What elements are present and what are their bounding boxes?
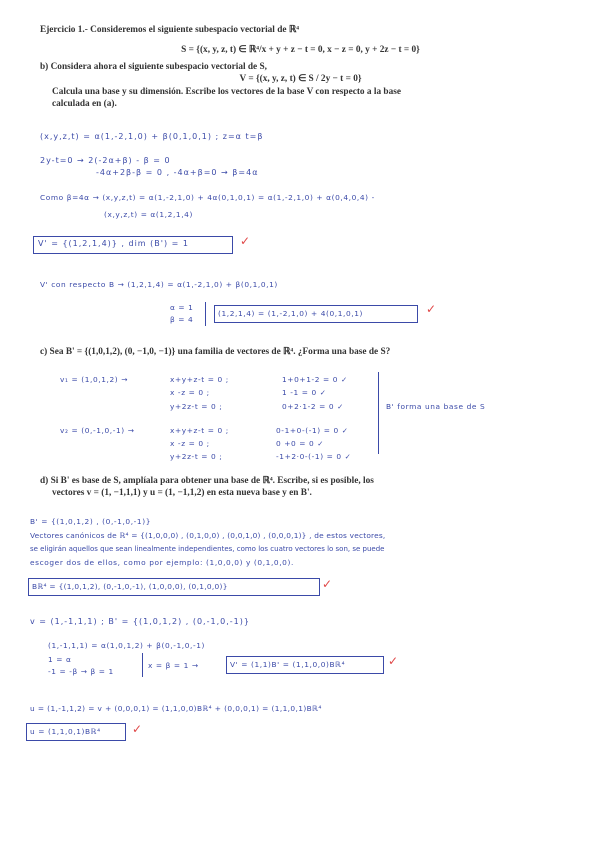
part-d-solution-line-2: Vectores canónicos de ℝ⁴ = {(1,0,0,0) , (0,1,0,0) , (0,0,1,0) , (0,0,0,1)} , de estos vectores,: [30, 531, 386, 540]
check-mark-icon: ✓: [388, 654, 399, 668]
v1-equation-1: x+y+z-t = 0 ;: [170, 375, 229, 384]
v1-check-3: 0+2·1-2 = 0 ✓: [282, 402, 344, 411]
part-b-solution-line-3: -4α+2β-β = 0 , -4α+β=0 → β=4α: [96, 168, 259, 177]
part-d-solution-line-9: x = β = 1 →: [148, 661, 199, 670]
v2-check-3: -1+2·0-(-1) = 0 ✓: [276, 452, 352, 461]
part-d-statement-line-2: vectores v = (1, −1,1,1) y u = (1, −1,1,2) en esta nueva base y en B'.: [52, 488, 312, 498]
v1-label: v₁ = (1,0,1,2) →: [60, 375, 128, 384]
conclusion-brace: [378, 372, 379, 454]
part-b-solution-line-4: Como β=4α → (x,y,z,t) = α(1,-2,1,0) + 4α(0,1,0,1) = α(1,-2,1,0) + α(0,4,0,4) -: [40, 193, 375, 202]
part-d-solution-line-6: (1,-1,1,1) = α(1,0,1,2) + β(0,-1,0,-1): [48, 641, 206, 650]
check-mark-icon: ✓: [322, 577, 333, 591]
part-d-solution-line-1: B' = {(1,0,1,2) , (0,-1,0,-1)}: [30, 517, 152, 526]
part-b-task-line-1: Calcula una base y su dimensión. Escribe los vectores de la base V con respecto a la base: [52, 87, 401, 97]
part-c-conclusion: B' forma una base de S: [386, 402, 486, 411]
extended-basis-answer: Bℝ⁴ = {(1,0,1,2), (0,-1,0,-1), (1,0,0,0), (0,1,0,0)}: [32, 582, 228, 591]
part-d-solution-line-10: u = (1,-1,1,2) = v + (0,0,0,1) = (1,1,0,0)Bℝ⁴ + (0,0,0,1) = (1,1,0,1)Bℝ⁴: [30, 704, 322, 713]
v2-equation-2: x -z = 0 ;: [170, 439, 210, 448]
alpha-beta-brace: [205, 302, 206, 326]
exercise-heading: [40, 24, 299, 35]
part-b-solution-line-1: (x,y,z,t) = α(1,-2,1,0) + β(0,1,0,1) ; z=α t=β: [40, 132, 264, 141]
exercise-title: Ejercicio 1.-: [40, 25, 88, 35]
v2-check-1: 0-1+0-(-1) = 0 ✓: [276, 426, 349, 435]
coordinates-answer: (1,2,1,4) = (1,-2,1,0) + 4(0,1,0,1): [218, 309, 364, 318]
part-d-solution-line-5: v = (1,-1,1,1) ; B' = {(1,0,1,2) , (0,-1,0,-1)}: [30, 617, 250, 626]
subspace-V-definition: V = {(x, y, z, t) ∈ S / 2y − t = 0}: [239, 74, 362, 84]
part-b-solution-line-2: 2y-t=0 → 2(-2α+β) - β = 0: [40, 156, 171, 165]
check-mark-icon: ✓: [240, 234, 251, 248]
part-d-solution-line-7: 1 = α: [48, 655, 72, 664]
part-d-statement-line-1: d) Si B' es base de S, amplíala para obtener una base de ℝ⁴. Escribe, si es posible, los: [40, 476, 374, 486]
part-b-statement: b) Considera ahora el siguiente subespacio vectorial de S,: [40, 62, 267, 72]
v1-check-2: 1 -1 = 0 ✓: [282, 388, 327, 397]
v2-label: v₂ = (0,-1,0,-1) →: [60, 426, 135, 435]
part-d-solution-line-8: -1 = -β → β = 1: [48, 667, 114, 676]
part-d-solution-line-3: se eligirán aquellos que sean linealmente independientes, como los cuatro vectores lo son, se puede: [30, 545, 385, 553]
system-brace: [142, 653, 143, 677]
part-b-task-line-2: calculada en (a).: [52, 99, 117, 109]
v1-equation-3: y+2z-t = 0 ;: [170, 402, 223, 411]
check-mark-icon: ✓: [426, 302, 437, 316]
check-mark-icon: ✓: [132, 722, 143, 736]
part-d-solution-line-4: escoger dos de ellos, como por ejemplo: (1,0,0,0) y (0,1,0,0).: [30, 558, 294, 567]
v2-check-2: 0 +0 = 0 ✓: [276, 439, 325, 448]
v2-equation-3: y+2z-t = 0 ;: [170, 452, 223, 461]
v-coordinates-answer: V' = (1,1)B' = (1,1,0,0)Bℝ⁴: [230, 660, 346, 669]
part-b-solution-line-6: V' con respecto B → (1,2,1,4) = α(1,-2,1,0) + β(0,1,0,1): [40, 280, 278, 289]
exercise-intro: Consideremos el siguiente subespacio vectorial de ℝ⁴: [90, 25, 299, 35]
v2-equation-1: x+y+z-t = 0 ;: [170, 426, 229, 435]
u-coordinates-answer: u = (1,1,0,1)Bℝ⁴: [30, 727, 101, 736]
part-b-beta-value: β = 4: [170, 315, 194, 324]
basis-answer: V' = {(1,2,1,4)} , dim (B') = 1: [38, 239, 189, 248]
v1-check-1: 1+0+1-2 = 0 ✓: [282, 375, 348, 384]
part-b-alpha-value: α = 1: [170, 303, 194, 312]
part-c-statement: c) Sea B' = {(1,0,1,2), (0, −1,0, −1)} una familia de vectores de ℝ⁴. ¿Forma una base de S?: [40, 347, 391, 357]
v1-equation-2: x -z = 0 ;: [170, 388, 210, 397]
subspace-S-definition: S = {(x, y, z, t) ∈ ℝ⁴/x + y + z − t = 0, x − z = 0, y + 2z − t = 0}: [181, 45, 420, 55]
part-b-solution-line-5: (x,y,z,t) = α(1,2,1,4): [104, 210, 193, 219]
